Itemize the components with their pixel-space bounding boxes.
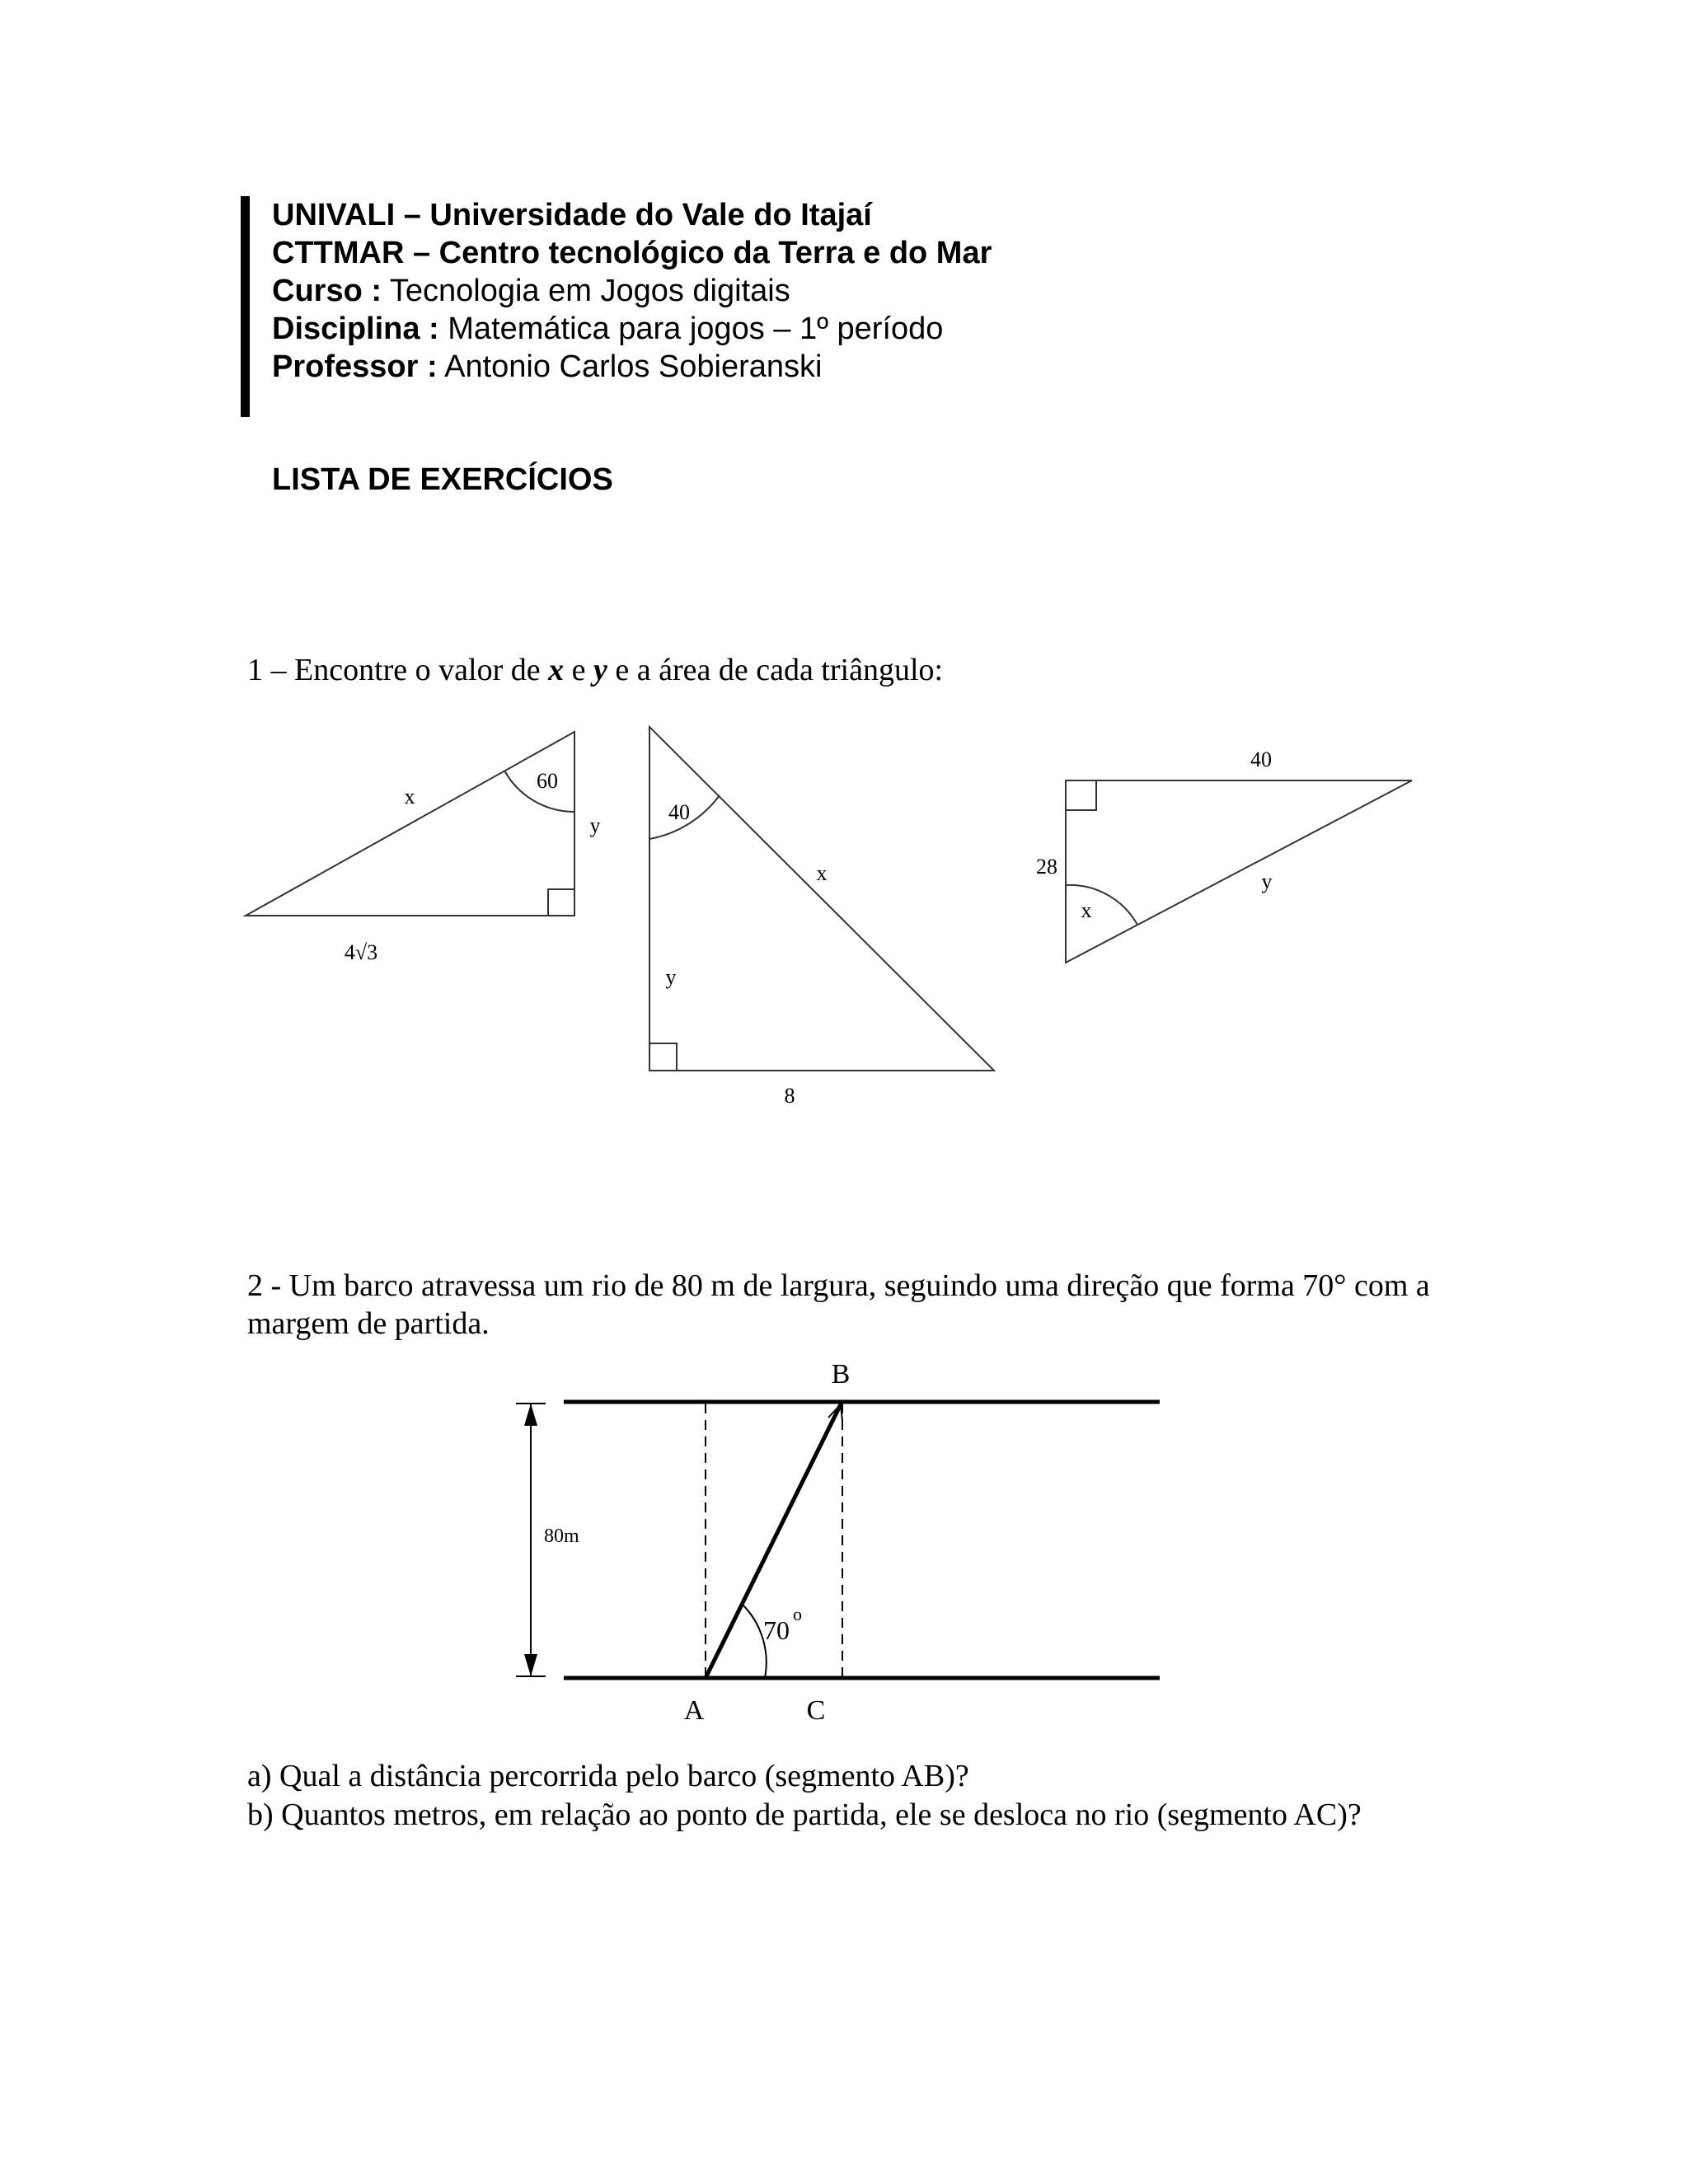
center-name: CTTMAR – Centro tecnológico da Terra e do Mar [272,236,992,270]
triangle-2-side-label: y [665,965,677,989]
label-a: A [683,1695,705,1726]
width-arrow-top-head [524,1404,537,1426]
triangle-3-hyp-label: y [1261,869,1273,893]
triangle-3-angle-label: x [1081,898,1092,922]
discipline-label: Disciplina : [272,312,439,346]
list-title: LISTA DE EXERCÍCIOS [272,462,613,497]
triangle-1-side-label: y [589,813,601,837]
q1-prefix: 1 – Encontre o valor de [247,653,541,687]
triangle-2-base-label: 8 [784,1084,795,1108]
river-diagram [516,1402,1160,1678]
professor-value: Antonio Carlos Sobieranski [444,349,823,384]
question-2-part-a: a) Qual a distância percorrida pelo barco (segmento AB)? [247,1759,969,1793]
course-value: Tecnologia em Jogos digitais [389,274,790,308]
question-2-part-b: b) Quantos metros, em relação ao ponto de partida, ele se desloca no rio (segmento AC)? [247,1797,1362,1832]
triangle-2-angle-label: 40 [668,800,690,824]
triangle-2-outline [649,727,994,1071]
q1-suffix: e a área de cada triângulo: [615,653,944,687]
width-label: 80m [544,1526,579,1547]
triangle-3-angle-arc [1066,885,1137,925]
angle-label: 70 [763,1615,790,1645]
triangle-3-side-label: 28 [1036,855,1057,879]
width-arrow-bottom-head [524,1654,537,1676]
triangle-2-hyp-label: x [816,861,828,885]
q1-var-y: y [593,653,607,687]
triangle-1 [246,732,574,916]
university-name: UNIVALI – Universidade do Vale do Itajaí [272,198,872,232]
discipline-value: Matemática para jogos – 1º período [448,312,944,346]
triangle-1-outline [246,732,574,916]
angle-unit: o [793,1604,802,1624]
triangle-1-hyp-label: x [404,785,415,808]
question-2-text: 2 - Um barco atravessa um rio de 80 m de largura, seguindo uma direção que forma 70° com a margem de partida. [247,1268,1430,1341]
q1-var-x: x [548,653,565,687]
triangle-3-outline [1066,780,1412,963]
label-b: B [831,1359,851,1390]
q1-mid: e [571,653,586,687]
triangle-3 [1066,780,1412,963]
triangle-3-top-label: 40 [1250,748,1272,771]
professor-label: Professor : [272,349,438,384]
triangle-1-base-label: 4√3 [344,940,378,964]
triangle-1-angle-label: 60 [537,769,558,793]
course-label: Curso : [272,274,382,308]
label-c: C [806,1695,826,1726]
triangle-1-right-angle [548,889,574,916]
triangle-2 [649,727,994,1071]
triangle-2-right-angle [649,1043,677,1071]
triangle-3-right-angle [1066,780,1096,810]
